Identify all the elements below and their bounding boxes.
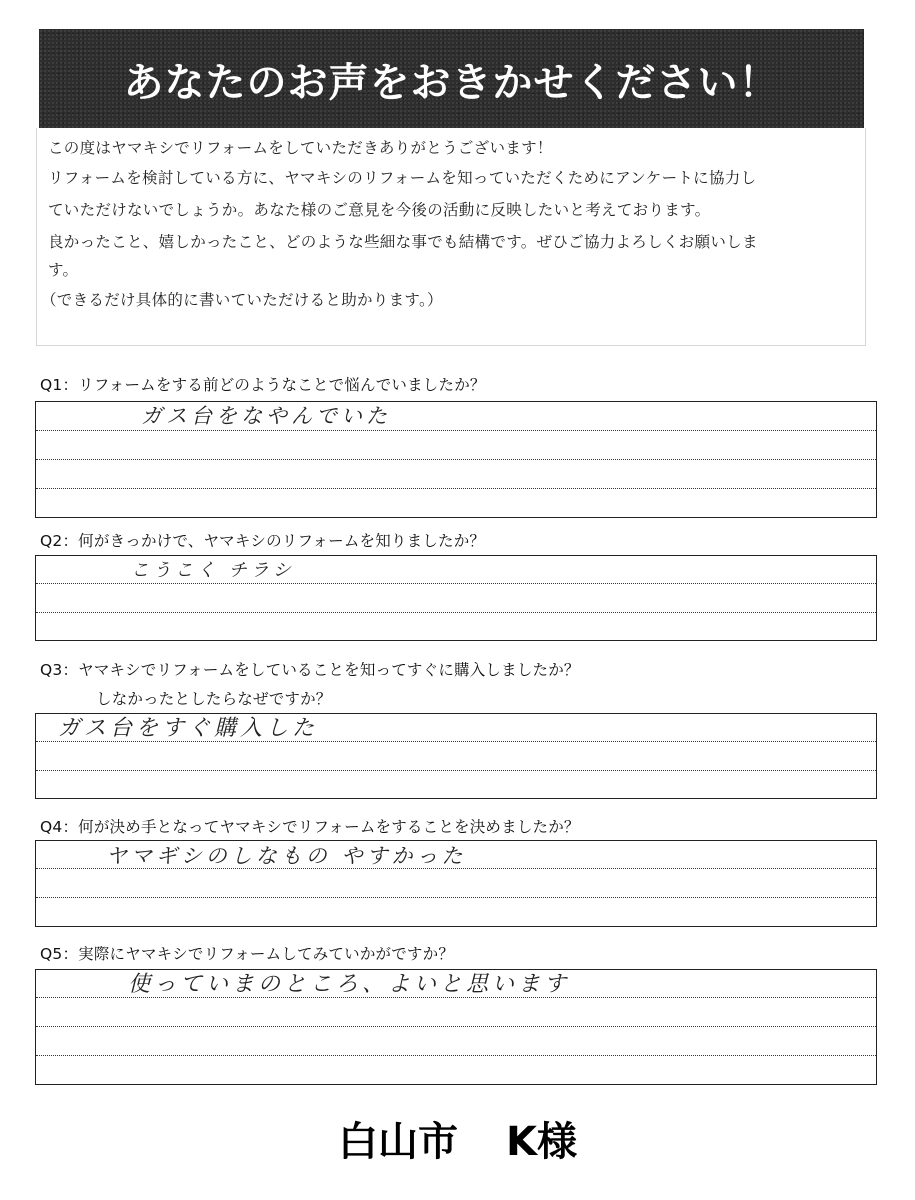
customer-signature — [0, 1110, 915, 1167]
question-5-label: Q5：実際にヤマキシでリフォームしてみていかがですか？ — [40, 945, 455, 963]
answer-line — [36, 897, 876, 898]
answer-line — [36, 1055, 876, 1056]
intro-line: 良かったこと、嬉しかったこと、どのような些細な事でも結構です。ぜひご協力よろしくお願いしま — [48, 233, 758, 251]
answer-box-5[interactable] — [35, 969, 877, 1085]
answer-line — [36, 459, 876, 460]
answer-line — [36, 1026, 876, 1027]
intro-line: リフォームを検討している方に、ヤマキシのリフォームを知っていただくためにアンケートに協力し — [48, 169, 757, 187]
answer-5-text: 使っていまのところ、よいと思います — [128, 972, 571, 997]
intro-line: ていただけないでしょうか。あなた様のご意見を今後の活動に反映したいと考えております。 — [48, 201, 711, 219]
answer-3-text: ガス台をすぐ購入した — [58, 716, 319, 741]
intro-line: この度はヤマキシでリフォームをしていただきありがとうございます！ — [48, 139, 553, 157]
customer-name: K様 — [506, 1119, 577, 1165]
answer-box-3[interactable] — [35, 713, 877, 799]
answer-2-text: こうこく チラシ — [131, 560, 295, 581]
city-name: 白山市 — [338, 1119, 458, 1165]
intro-line: す。 — [48, 261, 79, 279]
answer-box-2[interactable] — [35, 555, 877, 641]
question-2-label: Q2：何がきっかけで、ヤマキシのリフォームを知りましたか？ — [40, 532, 486, 550]
answer-1-text: ガス台をなやんでいた — [141, 404, 391, 428]
answer-box-1[interactable] — [35, 401, 877, 518]
question-4-label: Q4：何が決め手となってヤマキシでリフォームをすることを決めましたか？ — [40, 818, 580, 836]
question-3-sublabel: しなかったとしたらなぜですか？ — [96, 690, 332, 708]
page-title: あなたのお声をおきかせください！ — [123, 60, 780, 106]
answer-line — [36, 488, 876, 489]
answer-line — [36, 430, 876, 431]
answer-4-text: ヤマギシのしなもの やすかった — [106, 844, 467, 868]
question-3-label: Q3：ヤマキシでリフォームをしていることを知ってすぐに購入しましたか？ — [40, 661, 580, 679]
answer-line — [36, 612, 876, 613]
answer-box-4[interactable] — [35, 840, 877, 927]
answer-line — [36, 770, 876, 771]
header-banner — [39, 29, 864, 128]
answer-line — [36, 583, 876, 584]
intro-line: （できるだけ具体的に書いていただけると助かります。） — [41, 291, 443, 309]
intro-box — [36, 128, 866, 346]
question-1-label: Q1：リフォームをする前どのようなことで悩んでいましたか？ — [40, 376, 486, 394]
